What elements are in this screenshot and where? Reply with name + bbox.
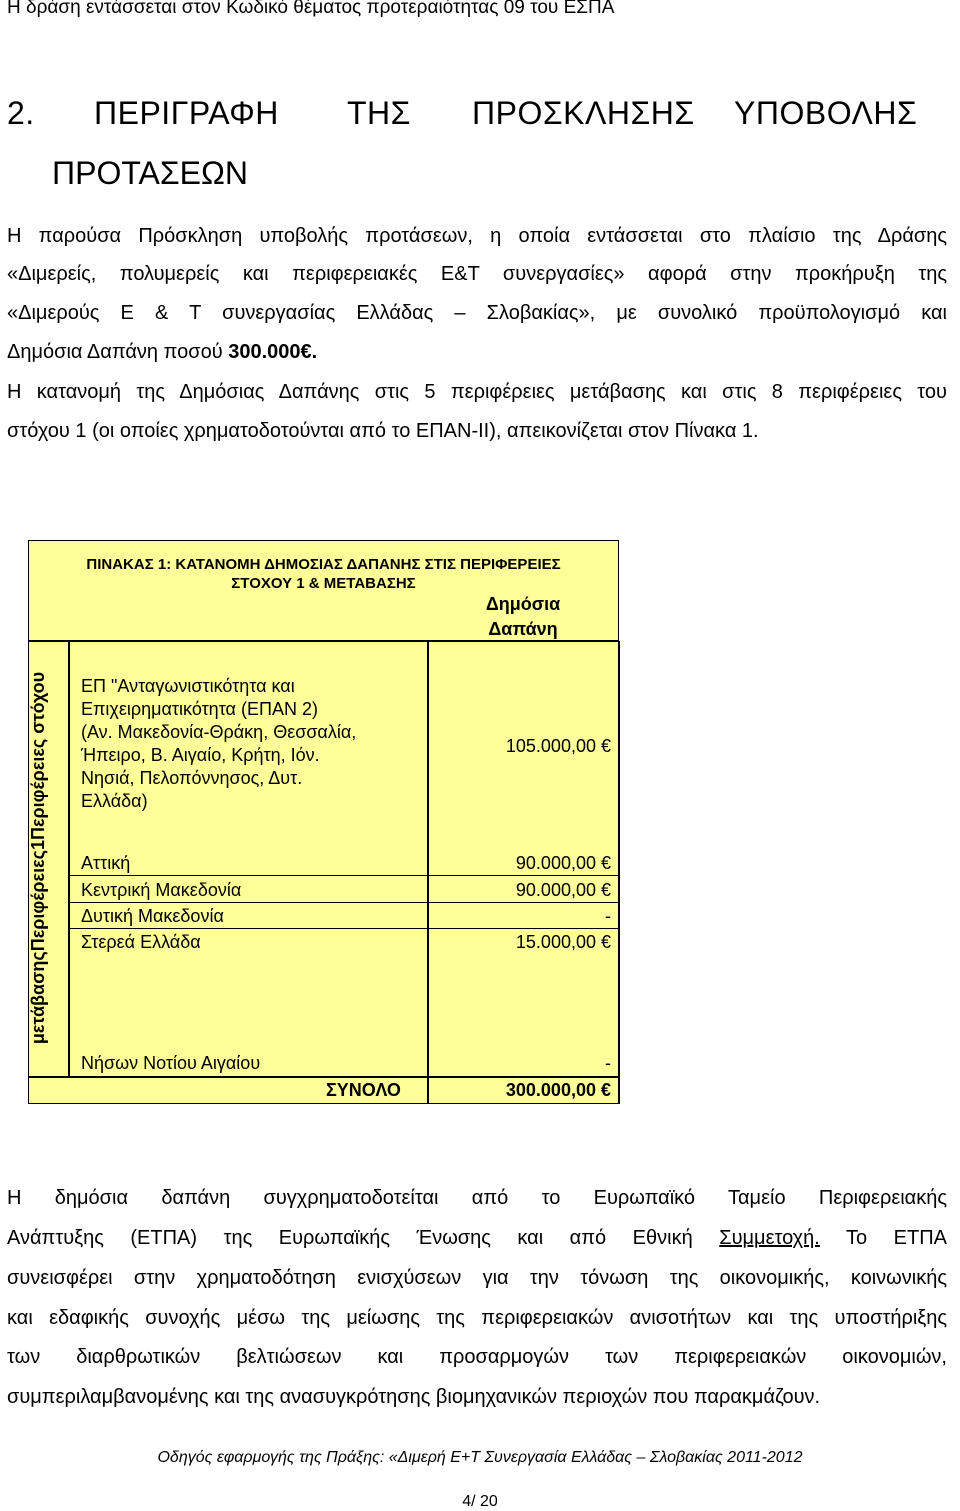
funding-line-1: Η δημόσια δαπάνη συγχρηματοδοτείται από το Ευρωπαϊκό Ταμείο Περιφερειακής — [7, 1187, 947, 1209]
column-header-line-2: Δαπάνη — [488, 619, 558, 639]
region-value: 90.000,00 € — [515, 853, 611, 873]
region-value: 15.000,00 € — [515, 932, 611, 952]
page-footer: Οδηγός εφαρμογής της Πράξης: «Διμερή Ε+Τ Συνεργασία Ελλάδας – Σλοβακίας 2011-2012 — [157, 1449, 803, 1466]
intro-line-4 — [7, 341, 947, 364]
row-separator — [68, 875, 619, 876]
epan-value: 105.000,00 € — [505, 736, 611, 756]
funding-line-5: των διαρθρωτικών βελτιώσεων και προσαρμογών των περιφερειακών οικονομιών, — [7, 1346, 947, 1368]
section-word-5: ΠΡΟΤΑΣΕΩΝ — [52, 155, 249, 191]
funding-line-4: και εδαφικής συνοχής μέσω της μείωσης της περιφερειακών ανισοτήτων και της υποστήριξης — [7, 1307, 947, 1329]
intro-line-5: Η κατανομή της Δημόσιας Δαπάνης στις 5 περιφέρειες μετάβασης και στις 8 περιφέρειες του — [7, 381, 947, 403]
region-value: - — [605, 906, 611, 926]
row-separator — [68, 928, 619, 929]
column-header-line-1: Δημόσια — [485, 594, 561, 614]
region-group-label: μετάβασηςΠεριφέρειες1Περιφέρειες στόχου — [28, 671, 48, 1045]
epan-line-4: Ήπειρο, Β. Αιγαίο, Κρήτη, Ιόν. — [81, 745, 320, 765]
page-number: 4/ 20 — [462, 1493, 498, 1510]
region-name: Νήσων Νοτίου Αιγαίου — [81, 1053, 261, 1073]
table-title-line-2: ΣΤΟΧΟΥ 1 & ΜΕΤΑΒΑΣΗΣ — [231, 575, 416, 592]
section-number: 2. — [7, 95, 35, 131]
table-divider — [28, 1076, 619, 1078]
funding-line-2-tail: Το ΕΤΠΑ — [819, 1227, 948, 1249]
funding-line-2-underlined: Συμμετοχή. — [719, 1227, 820, 1249]
region-value: - — [605, 1053, 611, 1073]
funding-line-3: συνεισφέρει στην χρηματοδότηση ενισχύσεων για την τόνωση της οικονομικής, κοινωνικής — [7, 1267, 947, 1289]
intro-amount: 300.000€. — [228, 341, 318, 363]
total-value: 300.000,00 € — [505, 1080, 611, 1100]
row-separator — [68, 902, 619, 903]
table-divider — [618, 641, 620, 1104]
section-word-1: ΠΕΡΙΓΡΑΦΗ — [94, 95, 279, 131]
table-divider — [68, 641, 70, 1076]
epan-line-3: (Αν. Μακεδονία-Θράκη, Θεσσαλία, — [81, 722, 357, 742]
funding-line-2 — [7, 1227, 947, 1250]
table-divider — [28, 640, 619, 642]
region-name: Στερεά Ελλάδα — [81, 932, 201, 952]
section-word-2: ΤΗΣ — [347, 95, 411, 131]
epan-line-6: Ελλάδα) — [81, 791, 148, 811]
region-value: 90.000,00 € — [515, 880, 611, 900]
epan-line-5: Νησιά, Πελοπόννησος, Δυτ. — [81, 768, 303, 788]
region-name: Αττική — [81, 853, 131, 873]
total-label: ΣΥΝΟΛΟ — [326, 1080, 401, 1100]
funding-line-2-text: Ανάπτυξης (ΕΤΠΑ) της Ευρωπαϊκής Ένωσης και από Εθνική — [7, 1227, 720, 1249]
table-title-line-1: ΠΙΝΑΚΑΣ 1: ΚΑΤΑΝΟΜΗ ΔΗΜΟΣΙΑΣ ΔΑΠΑΝΗΣ ΣΤΙΣ ΠΕΡΙΦΕΡΕΙΕΣ — [86, 556, 561, 573]
intro-line-2: «Διμερείς, πολυμερείς και περιφερειακές Ε&Τ συνεργασίες» αφορά στην προκήρυξη της — [7, 263, 947, 285]
section-word-4: ΥΠΟΒΟΛΗΣ — [734, 95, 918, 131]
region-name: Κεντρική Μακεδονία — [81, 880, 242, 900]
intro-line-1: Η παρούσα Πρόσκληση υποβολής προτάσεων, η οποία εντάσσεται στο πλαίσιο της Δράσης — [7, 225, 947, 247]
section-word-3: ΠΡΟΣΚΛΗΣΗΣ — [472, 95, 695, 131]
intro-line-3: «Διμερούς Ε & Τ συνεργασίας Ελλάδας – Σλοβακίας», με συνολικό προϋπολογισμό και — [7, 302, 947, 324]
epan-line-1: ΕΠ "Ανταγωνιστικότητα και — [81, 676, 295, 696]
intro-line-6: στόχου 1 (οι οποίες χρηματοδοτούνται από το ΕΠΑΝ-ΙΙ), απεικονίζεται στον Πίνακα 1. — [7, 420, 759, 442]
intro-line-4-text: Δημόσια Δαπάνη ποσού — [7, 341, 229, 363]
epan-line-2: Επιχειρηματικότητα (ΕΠΑΝ 2) — [81, 699, 318, 719]
running-header: Η δράση εντάσσεται στον Κωδικό θέματος προτεραιότητας 09 του ΕΣΠΑ — [7, 0, 615, 18]
region-name: Δυτική Μακεδονία — [81, 906, 224, 926]
funding-line-6: συμπεριλαμβανομένης και της ανασυγκρότησης βιομηχανικών περιοχών που παρακμάζουν. — [7, 1386, 821, 1408]
